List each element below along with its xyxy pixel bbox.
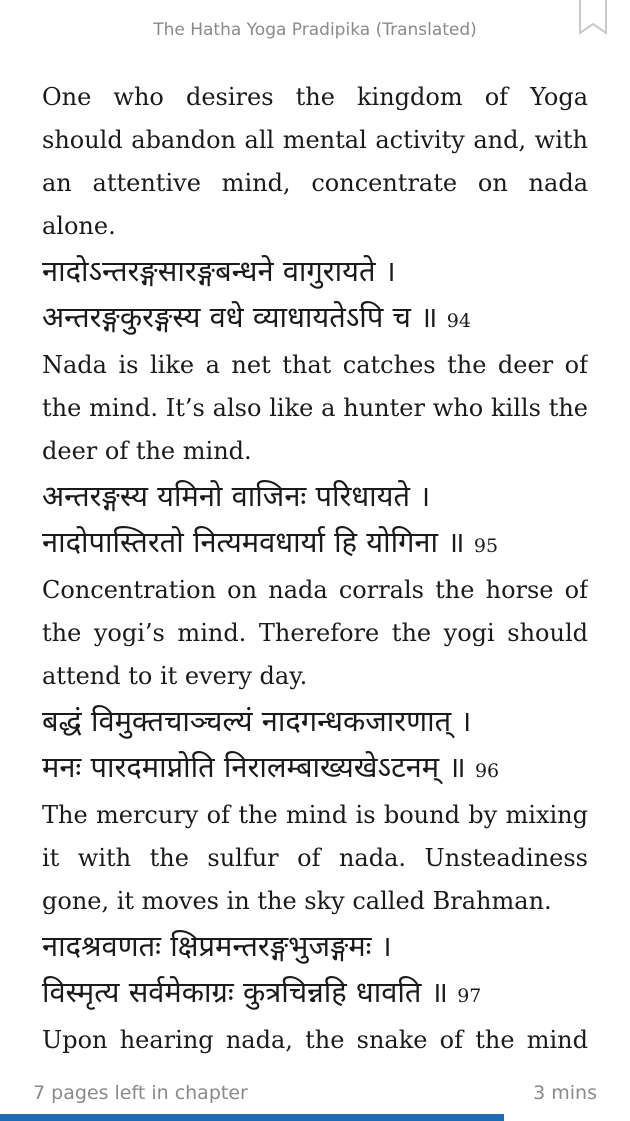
reading-content	[42, 76, 588, 1066]
reading-progress-bar	[0, 1114, 630, 1121]
verse-number: 96	[474, 760, 500, 782]
bookmark-icon[interactable]	[578, 0, 608, 36]
translation-paragraph: Upon hearing nada, the snake of the mind	[42, 1026, 588, 1054]
translation-paragraph: The mercury of the mind is bound by mixing it with the sulfur of nada. Unsteadiness gone, it moves in the sky called Brahman.	[42, 801, 588, 915]
sanskrit-verse-text: विस्मृत्य सर्वमेकाग्रः कुत्रचिन्नहि धावति ॥	[42, 975, 448, 1009]
sanskrit-verse-line: अन्तरङ्गस्य यमिनो वाजिनः परिधायते ।	[42, 479, 431, 513]
sanskrit-verse-line	[42, 744, 588, 794]
sanskrit-verse-line: बद्धं विमुक्तचाञ्चल्यं नादगन्धकजारणात् ।	[42, 704, 472, 738]
translation-paragraph: One who desires the kingdom of Yoga should abandon all mental activity and, with an attentive mind, concentrate on nada alone.	[42, 83, 588, 240]
verse-number: 95	[473, 535, 499, 557]
translation-paragraph: Concentration on nada corrals the horse of the yogi’s mind. Therefore the yogi should attend to it every day.	[42, 576, 588, 690]
verse-number: 94	[446, 310, 471, 332]
pages-left-label: 7 pages left in chapter	[33, 1082, 248, 1104]
sanskrit-verse-line: नादश्रवणतः क्षिप्रमन्तरङ्गभुजङ्गमः ।	[42, 929, 392, 963]
sanskrit-verse-line	[42, 519, 588, 569]
translation-paragraph: Nada is like a net that catches the deer of the mind. It’s also like a hunter who kills the deer of the mind.	[42, 351, 588, 465]
sanskrit-verse-text: मनः पारदमाप्नोति निरालम्बाख्यखेऽटनम् ॥	[42, 750, 466, 784]
sanskrit-verse-line: नादोऽन्तरङ्गसारङ्गबन्धने वागुरायते ।	[42, 254, 396, 288]
book-title: The Hatha Yoga Pradipika (Translated)	[153, 20, 477, 40]
reading-progress-fill	[0, 1114, 504, 1121]
sanskrit-verse-text: नादोपास्तिरतो नित्यमवधार्या हि योगिना ॥	[42, 525, 465, 559]
reader-header	[0, 0, 630, 64]
sanskrit-verse-line	[42, 969, 588, 1019]
sanskrit-verse-line	[42, 294, 588, 344]
sanskrit-verse-text: अन्तरङ्गकुरङ्गस्य वधे व्याधायतेऽपि च ॥	[42, 300, 438, 334]
time-left-label: 3 mins	[533, 1082, 597, 1104]
verse-number: 97	[457, 985, 482, 1007]
